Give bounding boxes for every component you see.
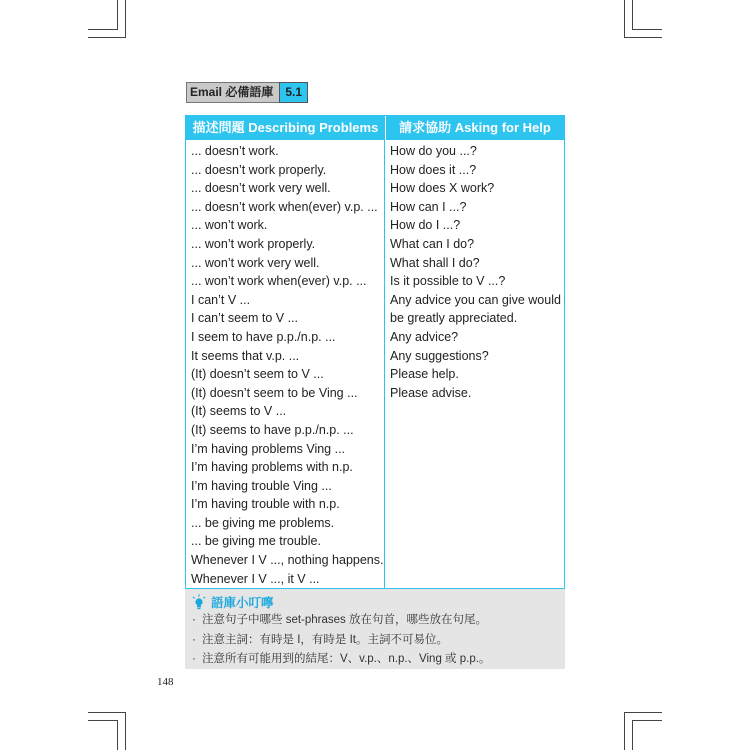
table-row: I’m having trouble Ving ... bbox=[191, 478, 332, 493]
tip-bullet: · bbox=[192, 614, 196, 626]
table-row: What can I do? bbox=[390, 236, 475, 251]
table-row: How does X work? bbox=[390, 181, 495, 196]
column-describing-problems bbox=[186, 140, 385, 588]
crop-mark-tr-v2 bbox=[632, 0, 633, 30]
tips-box bbox=[185, 589, 565, 669]
table-row: I’m having problems Ving ... bbox=[191, 441, 346, 456]
crop-mark-tr-v bbox=[624, 0, 625, 38]
crop-mark-tl-v bbox=[125, 0, 126, 38]
crop-mark-bl-v bbox=[125, 712, 126, 750]
table-row: I can’t seem to V ... bbox=[191, 311, 298, 326]
table-row: be greatly appreciated. bbox=[390, 311, 518, 326]
table-row: ... doesn’t work when(ever) v.p. ... bbox=[191, 199, 378, 214]
table-header bbox=[186, 116, 564, 140]
table-row: I can’t V ... bbox=[191, 292, 251, 307]
crop-mark-bl-v2 bbox=[117, 720, 118, 750]
table-row: Is it possible to V ...? bbox=[390, 274, 506, 289]
table-row: ... doesn’t work very well. bbox=[191, 181, 331, 196]
crop-mark-br-h2 bbox=[632, 720, 662, 721]
table-row: (It) seems to have p.p./n.p. ... bbox=[191, 422, 354, 437]
table-row: ... won’t work very well. bbox=[191, 255, 320, 270]
tip-text: 注意主詞：有時是 I，有時是 It。主詞不可易位。 bbox=[202, 633, 448, 646]
page-number: 148 bbox=[157, 676, 174, 688]
table-row: Any advice? bbox=[390, 329, 459, 344]
table-row: I’m having problems with n.p. bbox=[191, 460, 353, 475]
table-row: Whenever I V ..., nothing happens. bbox=[191, 553, 384, 568]
table-row: (It) doesn’t seem to be Ving ... bbox=[191, 385, 358, 400]
table-row: How do I ...? bbox=[390, 218, 461, 233]
table-row: Please help. bbox=[390, 367, 459, 382]
table-row: ... won’t work when(ever) v.p. ... bbox=[191, 274, 367, 289]
table-row: (It) doesn’t seem to V ... bbox=[191, 367, 324, 382]
crop-mark-br-v2 bbox=[632, 720, 633, 750]
section-tag-label: Email 必備語庫 bbox=[186, 82, 279, 103]
tip-item bbox=[192, 631, 565, 651]
table-row: Please advise. bbox=[390, 385, 472, 400]
tip-text: 注意句子中哪些 set-phrases 放在句首，哪些放在句尾。 bbox=[202, 614, 487, 626]
table-row: How do you ...? bbox=[390, 144, 477, 158]
crop-mark-tl-v2 bbox=[117, 0, 118, 30]
tip-bullet: · bbox=[192, 633, 196, 646]
column-header-describing-problems: 描述問題 Describing Problems bbox=[186, 116, 386, 140]
table-row: (It) seems to V ... bbox=[191, 404, 287, 419]
crop-mark-tr-h bbox=[624, 37, 662, 38]
table-row: How does it ...? bbox=[390, 162, 477, 177]
table-row: Any advice you can give would bbox=[390, 292, 561, 307]
table-row: ... doesn’t work properly. bbox=[191, 162, 327, 177]
table-row: ... won’t work. bbox=[191, 218, 268, 233]
table-row: It seems that v.p. ... bbox=[191, 348, 300, 363]
table-row: ... be giving me trouble. bbox=[191, 534, 321, 549]
crop-mark-br-h bbox=[624, 712, 662, 713]
table-row: ... doesn’t work. bbox=[191, 144, 279, 158]
table-row: ... be giving me problems. bbox=[191, 515, 335, 530]
crop-mark-tl-h2 bbox=[88, 29, 118, 30]
tip-bullet: · bbox=[192, 653, 196, 665]
tip-item bbox=[192, 611, 565, 631]
table-row: How can I ...? bbox=[390, 199, 467, 214]
table-row: Whenever I V ..., it V ... bbox=[191, 571, 320, 586]
column-asking-for-help bbox=[385, 140, 564, 588]
tip-item bbox=[192, 650, 565, 670]
table-row: ... won’t work properly. bbox=[191, 236, 316, 251]
crop-mark-tr-h2 bbox=[632, 29, 662, 30]
table-row: I’m having trouble with n.p. bbox=[191, 497, 340, 512]
table-row: What shall I do? bbox=[390, 255, 480, 270]
column-header-asking-for-help: 請求協助 Asking for Help bbox=[399, 120, 551, 135]
tips-list bbox=[192, 611, 565, 670]
section-tag bbox=[186, 82, 308, 103]
section-tag-number: 5.1 bbox=[279, 82, 308, 103]
tips-header bbox=[192, 593, 565, 611]
tips-title: 語庫小叮嚀 bbox=[211, 596, 274, 610]
table-row: Any suggestions? bbox=[390, 348, 489, 363]
table-body bbox=[186, 140, 564, 588]
tip-text: 注意所有可能用到的結尾：V、v.p.、n.p.、Ving 或 p.p.。 bbox=[202, 653, 491, 665]
phrase-table bbox=[185, 115, 565, 589]
lightbulb-icon bbox=[192, 594, 206, 610]
crop-mark-tl-h bbox=[88, 37, 126, 38]
crop-mark-br-v bbox=[624, 712, 625, 750]
table-row: I seem to have p.p./n.p. ... bbox=[191, 329, 336, 344]
crop-mark-bl-h bbox=[88, 712, 126, 713]
crop-mark-bl-h2 bbox=[88, 720, 118, 721]
